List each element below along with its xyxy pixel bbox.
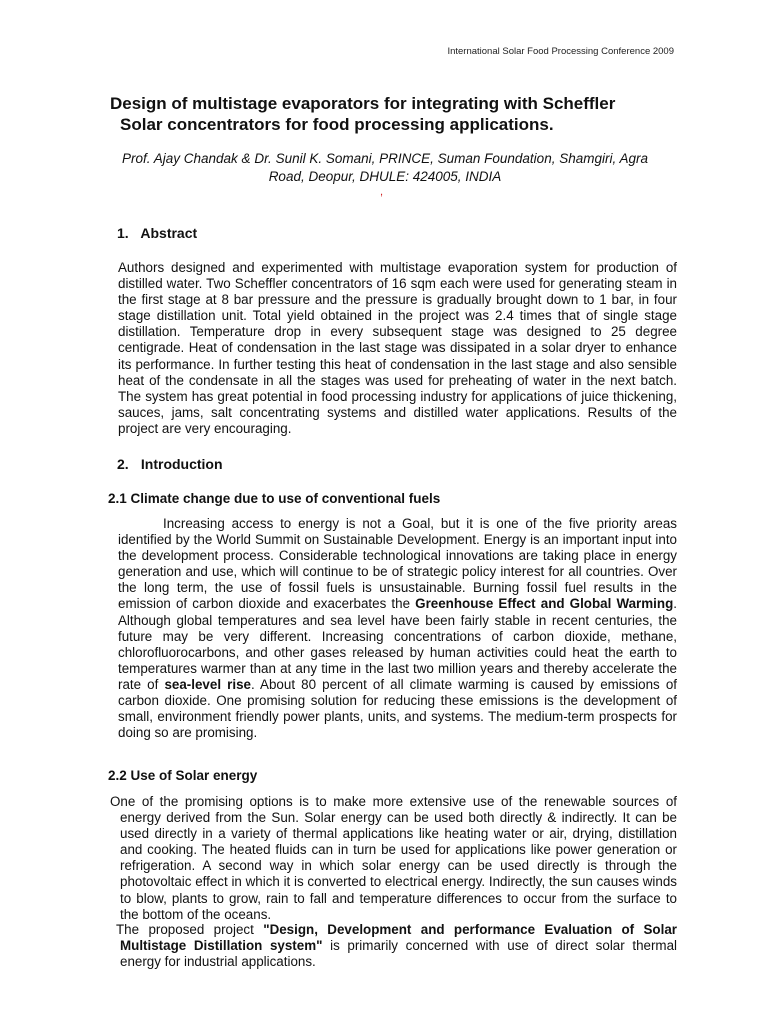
- running-header: International Solar Food Processing Conference 2009: [447, 46, 674, 57]
- climate-text-3: . About 80 percent of all climate warming is caused by emissions of carbon dioxide. One promising solution for reducing these emissions is the development of small, environment friendly power plants, units, and systems. The medium-term prospects for doing so are promising.: [118, 676, 677, 741]
- stray-mark: ,: [380, 186, 384, 198]
- section-heading-abstract: [117, 225, 197, 241]
- title-line-2: Solar concentrators for food processing applications.: [120, 115, 554, 134]
- authors-line-2: Road, Deopur, DHULE: 424005, INDIA: [268, 169, 502, 184]
- climate-text-1: Increasing access to energy is not a Goal, but it is one of the five priority areas identified by the World Summit on Sustainable Development. Energy is an important input into the development process. Considerable technological innovations are taking place in energy generation and use, which will continue to be of strategic policy interest for all countries. Over the long term, the use of fossil fuels is unsustainable. Burning fossil fuel results in the emission of carbon dioxide and exacerbates the: [118, 516, 677, 612]
- climate-paragraph: [118, 516, 677, 741]
- section-number: 2.: [117, 456, 129, 472]
- project-title-emphasis: "Design, Development and performance Evaluation of Solar Multistage Distillation system": [120, 922, 677, 954]
- paper-title: [110, 93, 670, 135]
- project-text-1: The proposed project: [116, 922, 264, 937]
- title-line-1: Design of multistage evaporators for integrating with Scheffler: [110, 94, 616, 113]
- section-title: Abstract: [140, 225, 198, 241]
- project-text-2: is primarily concerned with use of direct solar thermal energy for industrial applications.: [120, 938, 678, 970]
- section-number: 1.: [117, 225, 129, 241]
- author-affiliation: [100, 150, 670, 186]
- subsection-heading-climate: 2.1 Climate change due to use of conventional fuels: [108, 491, 441, 506]
- abstract-paragraph: Authors designed and experimented with multistage evaporation system for production of distilled water. Two Scheffler concentrators of 16 sqm each were used for generating steam in the first stage at 8 bar pressure and the pressure is gradually brought down to 1 bar, in four stage distillation unit. Total yield obtained in the project was 2.4 times that of single stage distillation. Temperature drop in every subsequent stage was designed to 25 degree centigrade. Heat of condensation in the last stage was dissipated in a solar dryer to enhance its performance. In further testing this heat of condensation in the last stage and also sensible heat of the condensate in all the stages was used for preheating of water in the next batch. The system has great potential in food processing industry for applications of juice thickening, sauces, jams, salt concentrating systems and distilled water applications. Results of the project are very encouraging.: [118, 260, 677, 436]
- solar-paragraph: One of the promising options is to make more extensive use of the renewable sources of energy derived from the Sun. Solar energy can be used both directly & indirectly. It can be used directly in a variety of thermal applications like heating water or air, drying, distillation and cooking. The heated fluids can in turn be used for applications like power generation or refrigeration. A second way in which solar energy can be used directly is through the photovoltaic effect in which it is converted to electrical energy. Indirectly, the sun causes winds to blow, plants to grow, rain to fall and temperature differences to occur from the surface to the bottom of the oceans.: [110, 794, 677, 922]
- climate-text-2: . Although global temperatures and sea level have been fairly stable in recent centuries, the future may be very different. Increasing concentrations of carbon dioxide, methane, chlorofluorocarbons, and other gases released by human activities could heat the earth to temperatures warmer than at any time in the last two million years and thereby accelerate the rate of: [118, 596, 677, 692]
- authors-line-1: Prof. Ajay Chandak & Dr. Sunil K. Somani, PRINCE, Suman Foundation, Shamgiri, Agra: [122, 151, 648, 166]
- project-paragraph: [110, 922, 677, 970]
- subsection-heading-solar: 2.2 Use of Solar energy: [108, 768, 258, 783]
- section-heading-introduction: [117, 456, 223, 472]
- section-title: Introduction: [140, 456, 223, 472]
- emphasis-sea-level: sea-level rise: [164, 676, 251, 692]
- emphasis-greenhouse: Greenhouse Effect and Global Warming: [415, 596, 674, 612]
